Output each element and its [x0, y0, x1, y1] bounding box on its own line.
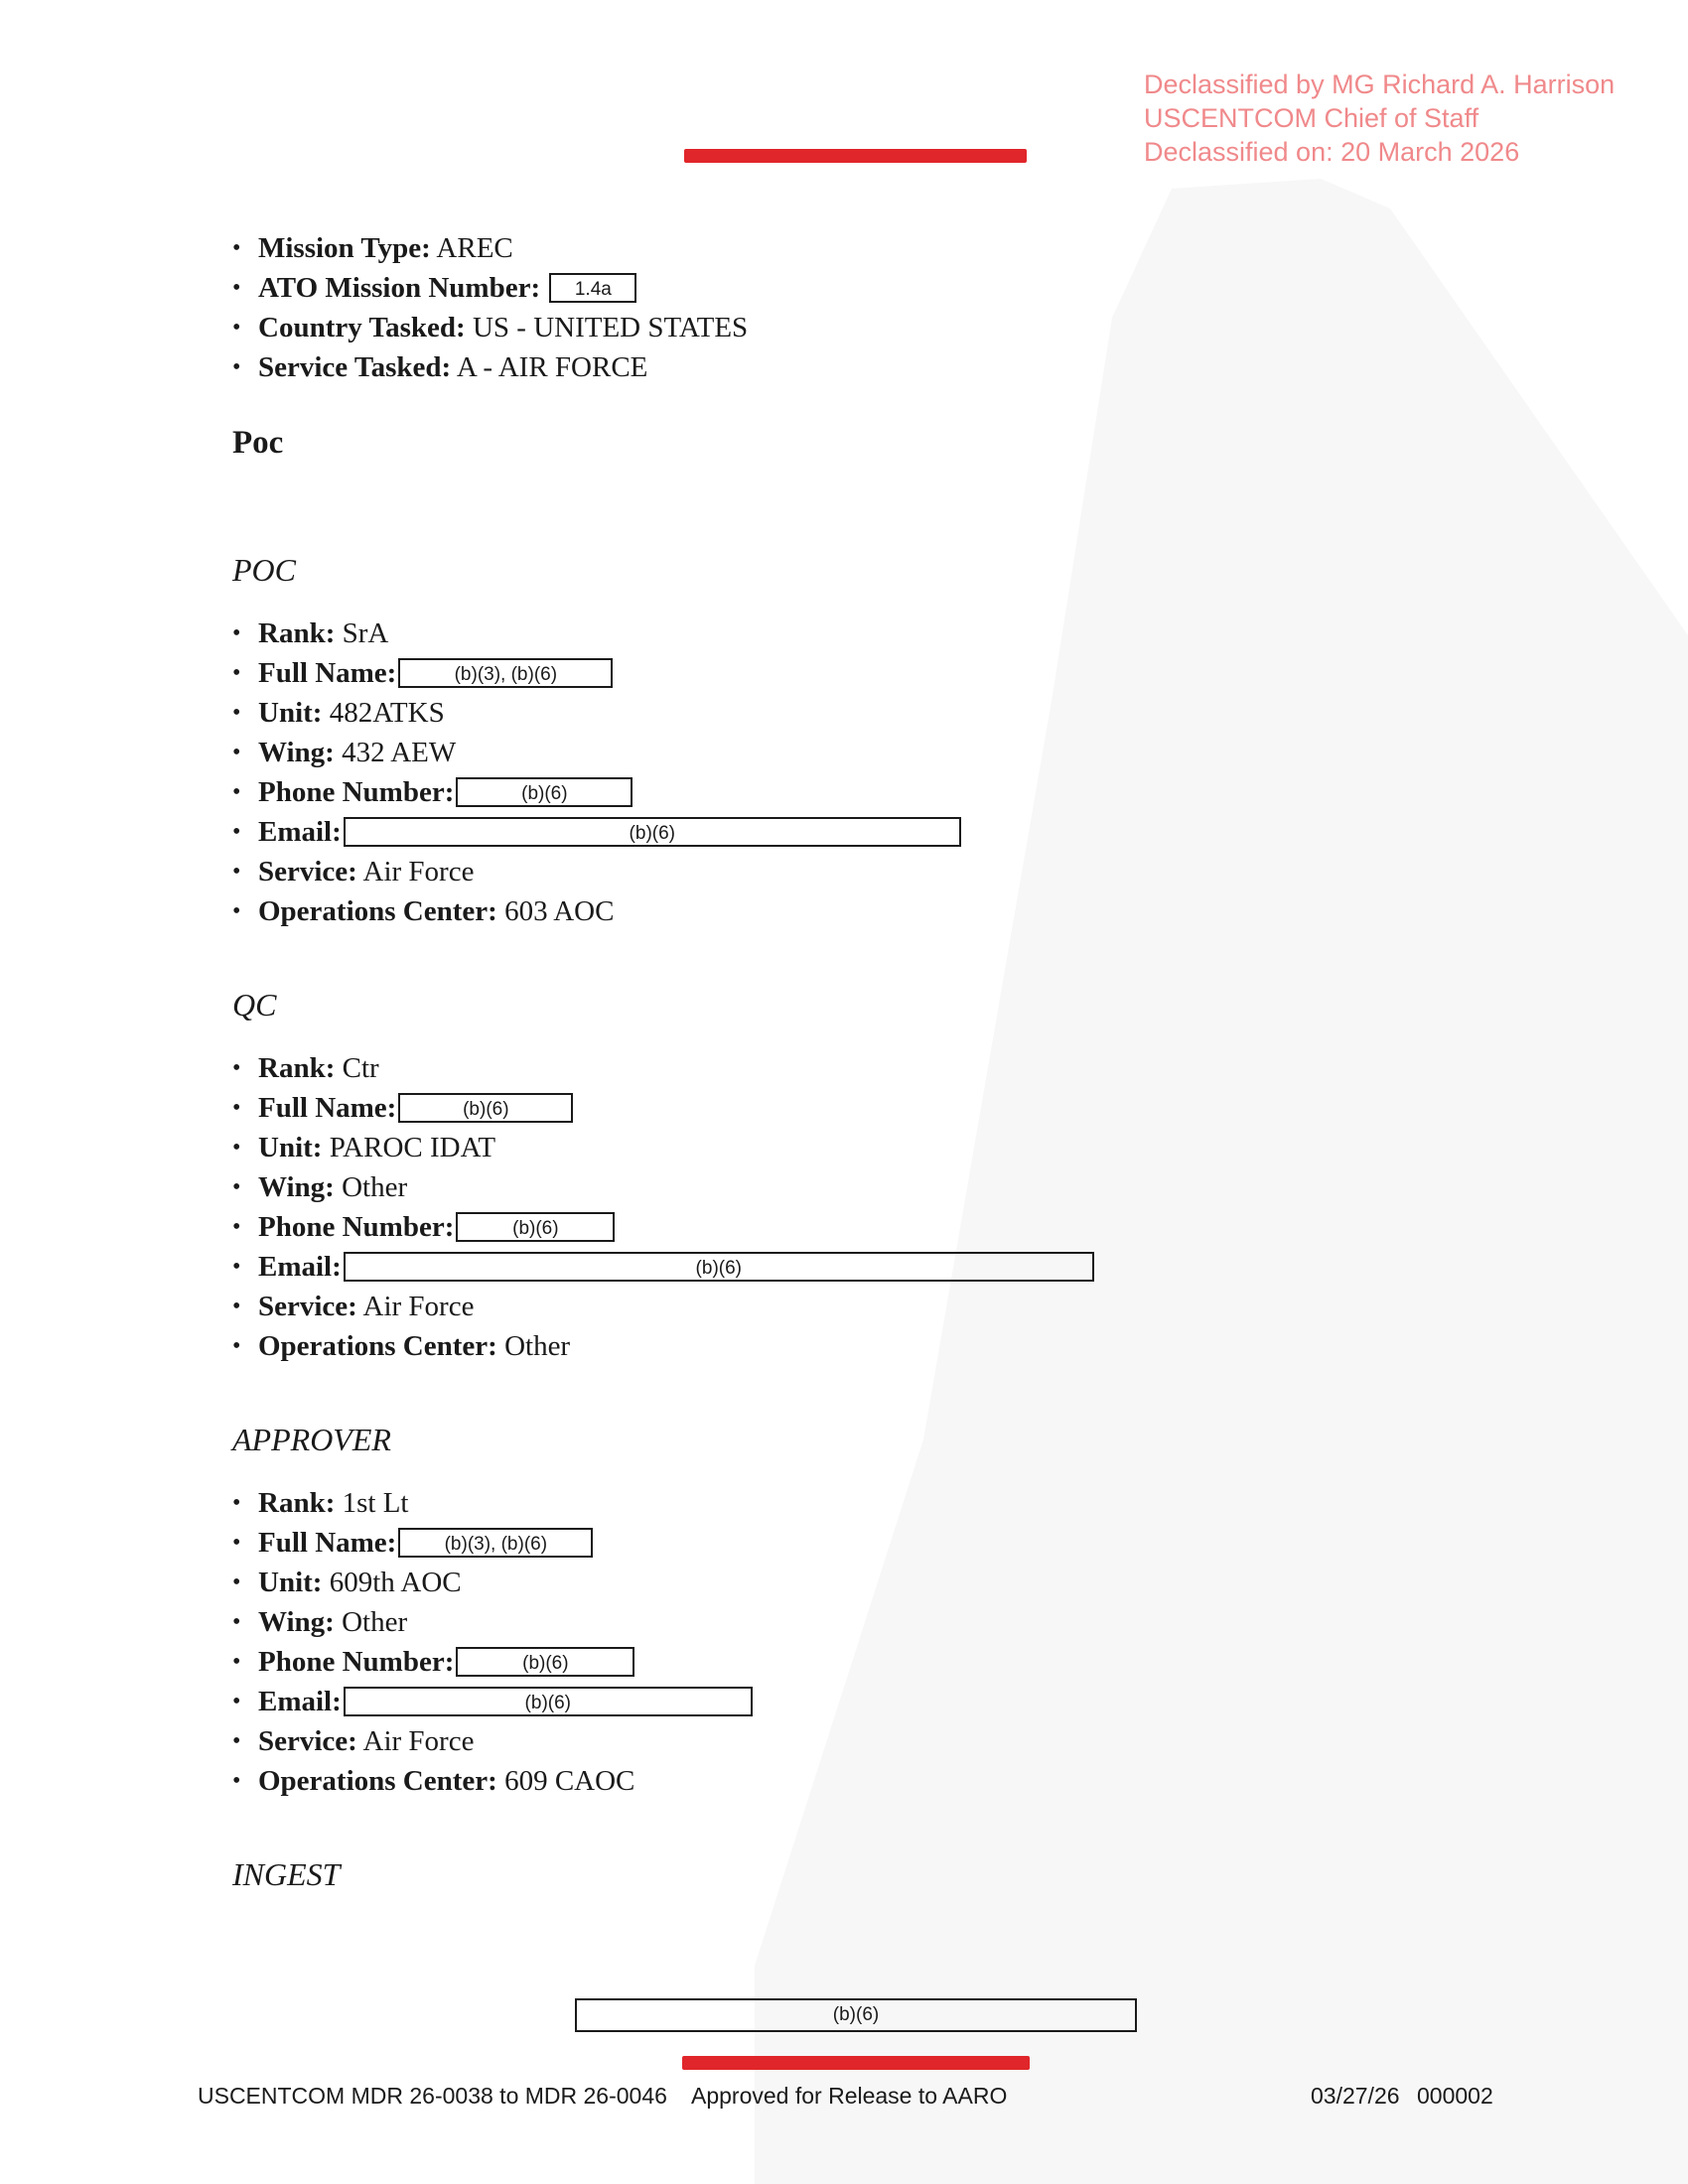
field-label: Wing:: [258, 1171, 335, 1203]
field-value: Ctr: [342, 1052, 379, 1084]
service-field: [232, 1287, 1094, 1326]
redaction-box: (b)(6): [398, 1093, 573, 1123]
unit-field: [232, 693, 961, 733]
ingest-heading: INGEST: [232, 1856, 341, 1892]
country-tasked-field: [232, 308, 748, 347]
field-value: 603 AOC: [504, 895, 615, 927]
rank-field: [232, 1048, 1094, 1088]
footer-redaction-box: (b)(6): [575, 1998, 1137, 2032]
declassification-stamp: [1144, 68, 1615, 169]
field-label: Full Name:: [258, 657, 397, 689]
redaction-box: (b)(3), (b)(6): [398, 658, 613, 688]
full-name-field: [232, 1523, 753, 1563]
service-field: [232, 1721, 753, 1761]
field-label: Country Tasked:: [258, 312, 466, 343]
field-label: Full Name:: [258, 1527, 397, 1559]
ato-mission-number-field: [232, 268, 748, 308]
field-label: Email:: [258, 1251, 342, 1283]
poc-details: [232, 614, 961, 931]
field-label: Phone Number:: [258, 1211, 455, 1243]
field-value: Other: [504, 1330, 571, 1362]
classification-bar-bottom: [682, 2056, 1030, 2070]
field-value: Other: [342, 1171, 408, 1203]
full-name-field: [232, 1088, 1094, 1128]
field-label: Rank:: [258, 617, 336, 649]
field-label: Operations Center:: [258, 1765, 497, 1797]
stamp-line-3: Declassified on: 20 March 2026: [1144, 137, 1520, 167]
field-label: Mission Type:: [258, 232, 431, 264]
email-field: [232, 812, 961, 852]
redaction-box: (b)(6): [456, 777, 633, 807]
wing-field: [232, 1167, 1094, 1207]
field-label: Unit:: [258, 1567, 323, 1598]
operations-center-field: [232, 891, 961, 931]
section-heading-poc: Poc: [232, 425, 284, 461]
footer-date: 03/27/26: [1311, 2083, 1400, 2109]
approver-heading: APPROVER: [232, 1422, 391, 1457]
field-label: Operations Center:: [258, 1330, 497, 1362]
mission-type-field: [232, 228, 748, 268]
email-field: [232, 1682, 753, 1721]
field-label: Service:: [258, 1291, 357, 1322]
field-value: PAROC IDAT: [329, 1132, 496, 1163]
field-label: Wing:: [258, 737, 335, 768]
phone-number-field: [232, 772, 961, 812]
field-value: AREC: [436, 232, 513, 264]
field-value: Air Force: [362, 1725, 475, 1757]
unit-field: [232, 1563, 753, 1602]
stamp-line-1: Declassified by MG Richard A. Harrison: [1144, 69, 1616, 99]
redaction-box: (b)(6): [456, 1647, 634, 1677]
wing-field: [232, 733, 961, 772]
email-field: [232, 1247, 1094, 1287]
service-tasked-field: [232, 347, 748, 387]
field-label: Phone Number:: [258, 776, 455, 808]
field-value: Air Force: [362, 856, 475, 887]
field-label: Service Tasked:: [258, 351, 452, 383]
qc-details: [232, 1048, 1094, 1366]
field-label: ATO Mission Number:: [258, 272, 541, 304]
unit-field: [232, 1128, 1094, 1167]
field-label: Service:: [258, 856, 357, 887]
redaction-box: (b)(3), (b)(6): [398, 1528, 593, 1558]
field-value: 482ATKS: [329, 697, 445, 729]
field-value: Other: [342, 1606, 408, 1638]
rank-field: [232, 1483, 753, 1523]
approver-details: [232, 1483, 753, 1801]
field-value: 609 CAOC: [504, 1765, 635, 1797]
field-label: Full Name:: [258, 1092, 397, 1124]
service-field: [232, 852, 961, 891]
field-label: Email:: [258, 1686, 342, 1717]
redaction-box: (b)(6): [344, 1252, 1094, 1282]
field-label: Unit:: [258, 1132, 323, 1163]
field-value: 432 AEW: [342, 737, 457, 768]
footer-release-note: Approved for Release to AARO: [691, 2083, 1008, 2109]
rank-field: [232, 614, 961, 653]
full-name-field: [232, 653, 961, 693]
field-label: Rank:: [258, 1052, 336, 1084]
field-value: SrA: [342, 617, 389, 649]
phone-number-field: [232, 1642, 753, 1682]
operations-center-field: [232, 1761, 753, 1801]
field-label: Service:: [258, 1725, 357, 1757]
field-label: Phone Number:: [258, 1646, 455, 1678]
field-label: Operations Center:: [258, 895, 497, 927]
field-value: 1st Lt: [342, 1487, 409, 1519]
redaction-box: (b)(6): [344, 817, 961, 847]
footer-page-code: 000002: [1417, 2083, 1493, 2109]
footer-case-number: USCENTCOM MDR 26-0038 to MDR 26-0046: [198, 2083, 667, 2109]
qc-heading: QC: [232, 987, 277, 1023]
mission-details: [232, 228, 748, 387]
poc-heading: POC: [232, 552, 296, 588]
classification-bar-top: [684, 149, 1027, 163]
stamp-line-2: USCENTCOM Chief of Staff: [1144, 103, 1479, 133]
field-label: Wing:: [258, 1606, 335, 1638]
field-value: A - AIR FORCE: [456, 351, 648, 383]
redaction-box: (b)(6): [344, 1687, 753, 1716]
operations-center-field: [232, 1326, 1094, 1366]
field-value: 609th AOC: [329, 1567, 462, 1598]
field-label: Rank:: [258, 1487, 336, 1519]
redaction-box: (b)(6): [456, 1212, 615, 1242]
wing-field: [232, 1602, 753, 1642]
field-label: Unit:: [258, 697, 323, 729]
field-value: US - UNITED STATES: [472, 312, 749, 343]
phone-number-field: [232, 1207, 1094, 1247]
redaction-box: 1.4a: [549, 273, 636, 303]
field-label: Email:: [258, 816, 342, 848]
field-value: Air Force: [362, 1291, 475, 1322]
